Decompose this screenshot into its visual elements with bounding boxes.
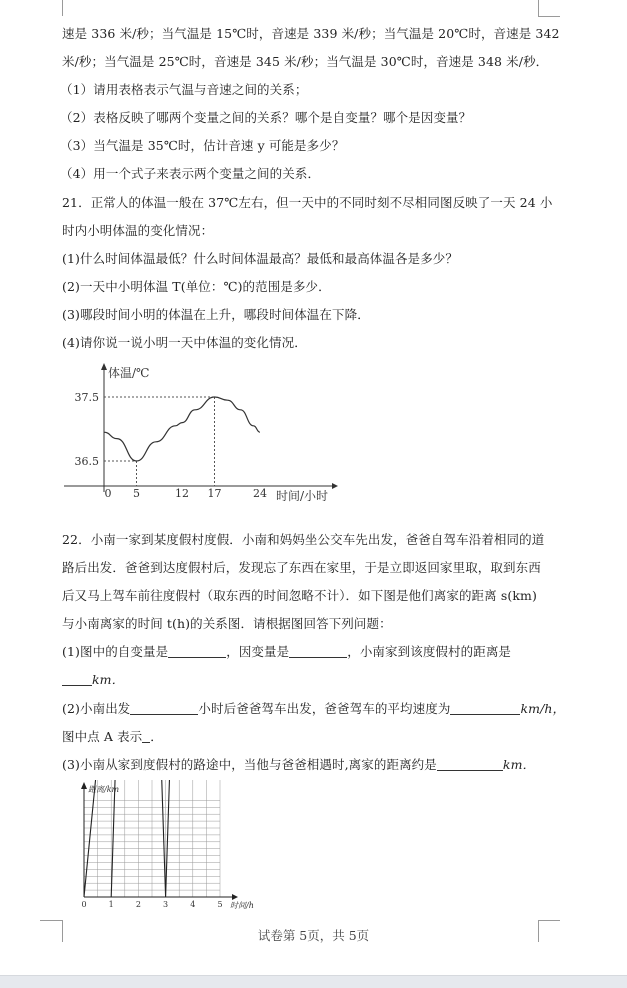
temp-curve [104, 397, 260, 461]
q22-1-text-b: ，因变量是 [226, 644, 290, 659]
dist-x-tick-label: 5 [217, 900, 223, 909]
blank-meeting-distance[interactable] [437, 758, 503, 771]
temp-x-tick-label: 24 [253, 487, 267, 500]
temp-x-tick-label: 5 [133, 487, 140, 500]
dist-x-axis-label: 时间/h [230, 901, 254, 910]
q22-2-text-d: 图中点 A 表示 [62, 729, 143, 744]
q22-stem-4: 与小南离家的时间 t(h)的关系图．请根据图回答下列问题： [62, 616, 392, 631]
blank-hours-later[interactable] [130, 702, 198, 715]
q21-part4: (4)请你说一说小明一天中体温的变化情况． [62, 335, 307, 350]
q22-2-text-c: km/h， [520, 701, 566, 716]
q22-2-text-b: 小时后爸爸驾车出发，爸爸驾车的平均速度为 [198, 701, 451, 716]
temp-x-tick-label: 17 [207, 487, 222, 500]
q21-stem-2: 时内小明体温的变化情况： [62, 223, 214, 238]
dist-series-bus [84, 780, 206, 897]
dist-y-axis-arrow [81, 782, 87, 789]
q22-3-text-b: km． [502, 757, 536, 772]
q22-part3-line [62, 757, 535, 773]
temp-y-tick-label: 36.5 [74, 455, 99, 468]
q20-part2: （2）表格反映了哪两个变量之间的关系？哪个是自变量？哪个是因变量？ [60, 110, 472, 125]
q22-stem-1: 22．小南一家到某度假村度假．小南和妈妈坐公交车先出发，爸爸自驾车沿着相同的道 [62, 532, 545, 547]
temp-y-axis-label: 体温/℃ [108, 366, 150, 380]
crop-mark-top-right [538, 0, 539, 16]
dist-x-tick-label: 0 [81, 900, 87, 909]
blank-dependent-variable[interactable] [289, 645, 347, 658]
temp-x-tick-label: 0 [104, 487, 112, 500]
q22-1-text-c: ，小南家到该度假村的距离是 [347, 644, 512, 659]
dist-x-tick-label: 4 [190, 900, 196, 909]
temp-y-axis-arrow [101, 363, 107, 370]
blank-average-speed[interactable] [450, 702, 520, 715]
q22-3-text-a: (3)小南从家到度假村的路途中，当他与爸爸相遇时,离家的距离约是 [62, 757, 437, 772]
temp-x-axis-label: 时间/小时 [276, 489, 329, 503]
blank-distance[interactable] [62, 673, 92, 686]
dist-x-axis-arrow [232, 894, 238, 900]
crop-mark-bottom-left-h [40, 920, 62, 921]
dist-x-tick-label: 2 [135, 900, 141, 909]
dist-x-tick-label: 1 [108, 900, 114, 909]
q22-part2-line2 [62, 729, 163, 745]
dist-x-tick-label: 3 [163, 900, 169, 909]
q21-part3: (3)哪段时间小明的体温在上升，哪段时间体温在下降． [62, 307, 370, 322]
temp-y-tick-label: 37.5 [74, 391, 99, 404]
q21-part1: (1)什么时间体温最低？什么时间体温最高？最低和最高体温各是多少？ [62, 251, 459, 266]
q20-part3: （3）当气温是 35℃时，估计音速 y 可能是多少？ [60, 138, 345, 153]
q22-stem-2: 路后出发．爸爸到达度假村后，发现忘了东西在家里，于是立即返回家里取，取到东西 [62, 560, 541, 575]
temp-x-tick-label: 12 [175, 487, 189, 500]
q21-part2: (2)一天中小明体温 T(单位：℃)的范围是多少． [62, 279, 331, 294]
distance-chart [62, 780, 262, 915]
q22-part2-line [62, 701, 565, 717]
q22-1-text-d: km． [92, 672, 125, 687]
crop-mark-top-right-h [538, 16, 560, 17]
blank-independent-variable[interactable] [168, 645, 226, 658]
q22-part1-line [62, 644, 511, 660]
q20-part4: （4）用一个式子来表示两个变量之间的关系． [60, 166, 321, 181]
crop-mark-bottom-right-h [538, 920, 560, 921]
temperature-chart [60, 360, 340, 510]
temp-x-axis-arrow [332, 483, 338, 489]
q20-part1: （1）请用表格表示气温与音速之间的关系； [60, 82, 308, 97]
crop-mark-top-left [62, 0, 63, 16]
q22-part1-line2 [62, 672, 124, 688]
q22-stem-3: 后又马上驾车前往度假村（取东西的时间忽略不计）．如下图是他们离家的距离 s(km) [62, 588, 537, 603]
text-line-1: 速是 336 米/秒；当气温是 15℃时，音速是 339 米/秒；当气温是 20℃时，音速是 342 [62, 26, 560, 41]
app-status-bar [0, 975, 627, 988]
q22-2-text-a: (2)小南出发 [62, 701, 131, 716]
q21-stem-1: 21．正常人的体温一般在 37℃左右，但一天中的不同时刻不尽相同图反映了一天 24 小 [62, 195, 553, 210]
dist-y-axis-label: 距离/km [88, 785, 120, 794]
q22-2-text-e: ． [150, 729, 163, 744]
q22-1-text-a: (1)图中的自变量是 [62, 644, 169, 659]
text-line-2: 米/秒；当气温是 25℃时，音速是 345 米/秒；当气温是 30℃时，音速是 348 米/秒． [62, 54, 549, 69]
page-footer: 试卷第 5页，共 5页 [257, 928, 370, 943]
